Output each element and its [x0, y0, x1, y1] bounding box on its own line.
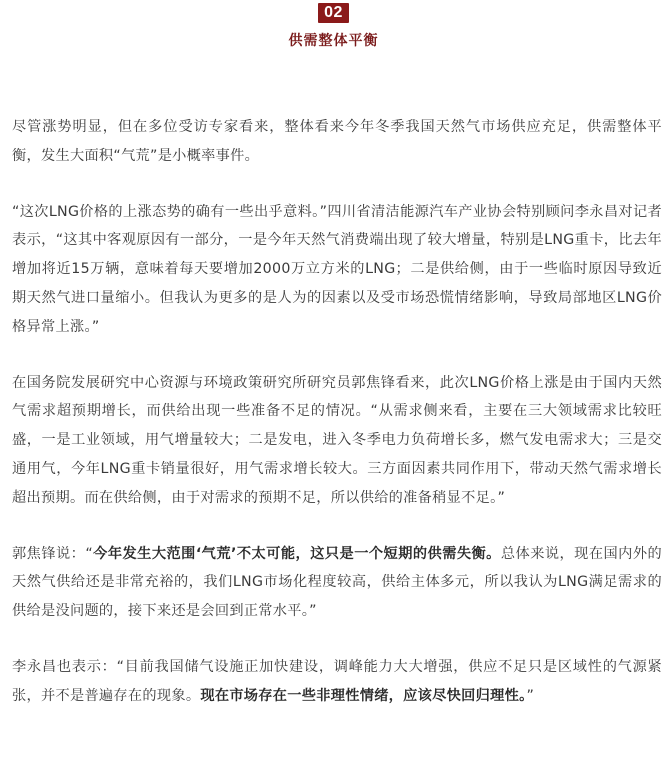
- paragraph-text: 总体来说，现在国内外的天然气供给还是非常充裕的，我们LNG市场化程度较高，供给主体多元，所以我认为LNG满足需求的供给是没问题的，接下来还是会回到正常水平。”: [12, 545, 662, 620]
- bold-highlight: 现在市场存在一些非理性情绪，应该尽快回归理性。: [200, 687, 527, 704]
- paragraph-text: 在国务院发展研究中心资源与环境政策研究所研究员郭焦锋看来，此次LNG价格上涨是由于国内天然气需求超预期增长，而供给出现一些准备不足的情况。“从需求侧来看，主要在三大领域需求比较旺盛，一是工业领域，用气增量较大；二是发电，进入冬季电力负荷增长多，燃气发电需求大；三是交通用气，今年LNG重卡销量很好，用气需求增长较大。三方面因素共同作用下，带动天然气需求增长超出预期。而在供给侧，由于对需求的预期不足，所以供给的准备稍显不足。”: [12, 374, 662, 506]
- paragraph-intro: [12, 113, 662, 171]
- bold-highlight: 今年发生大范围‘气荒’不太可能，这只是一个短期的供需失衡。: [92, 545, 501, 562]
- paragraph-li-yongchang-conclusion: [12, 653, 662, 711]
- paragraph-text: 李永昌也表示：“目前我国储气设施正加快建设，调峰能力大大增强，供应不足只是区域性的气源紧张，并不是普遍存在的现象。: [12, 658, 662, 704]
- paragraph-li-yongchang-quote: [12, 198, 662, 342]
- paragraph-text: 尽管涨势明显，但在多位受访专家看来，整体看来今年冬季我国天然气市场供应充足，供需整体平衡，发生大面积“气荒”是小概率事件。: [12, 119, 662, 164]
- paragraph-text: 郭焦锋说：“: [12, 545, 93, 562]
- paragraph-text: ”: [526, 687, 535, 704]
- paragraph-guo-jiaofeng-analysis: [12, 369, 662, 513]
- section-title: 供需整体平衡: [288, 33, 379, 49]
- paragraph-text: “这次LNG价格的上涨态势的确有一些出乎意料。”四川省清洁能源汽车产业协会特别顾问李永昌对记者表示，“这其中客观原因有一部分，一是今年天然气消费端出现了较大增量，特别是LNG重卡，比去年增加将近15万辆，意味着每天要增加2000万立方米的LNG；二是供给侧，由于一些临时原因导致近期天然气进口量缩小。但我认为更多的是人为的因素以及受市场恐慌情绪影响，导致局部地区LNG价格异常上涨。”: [12, 203, 662, 335]
- section-header: [0, 2, 667, 50]
- article-body: [12, 113, 662, 738]
- section-number-badge: 02: [318, 3, 349, 23]
- paragraph-guo-jiaofeng-quote: [12, 540, 662, 626]
